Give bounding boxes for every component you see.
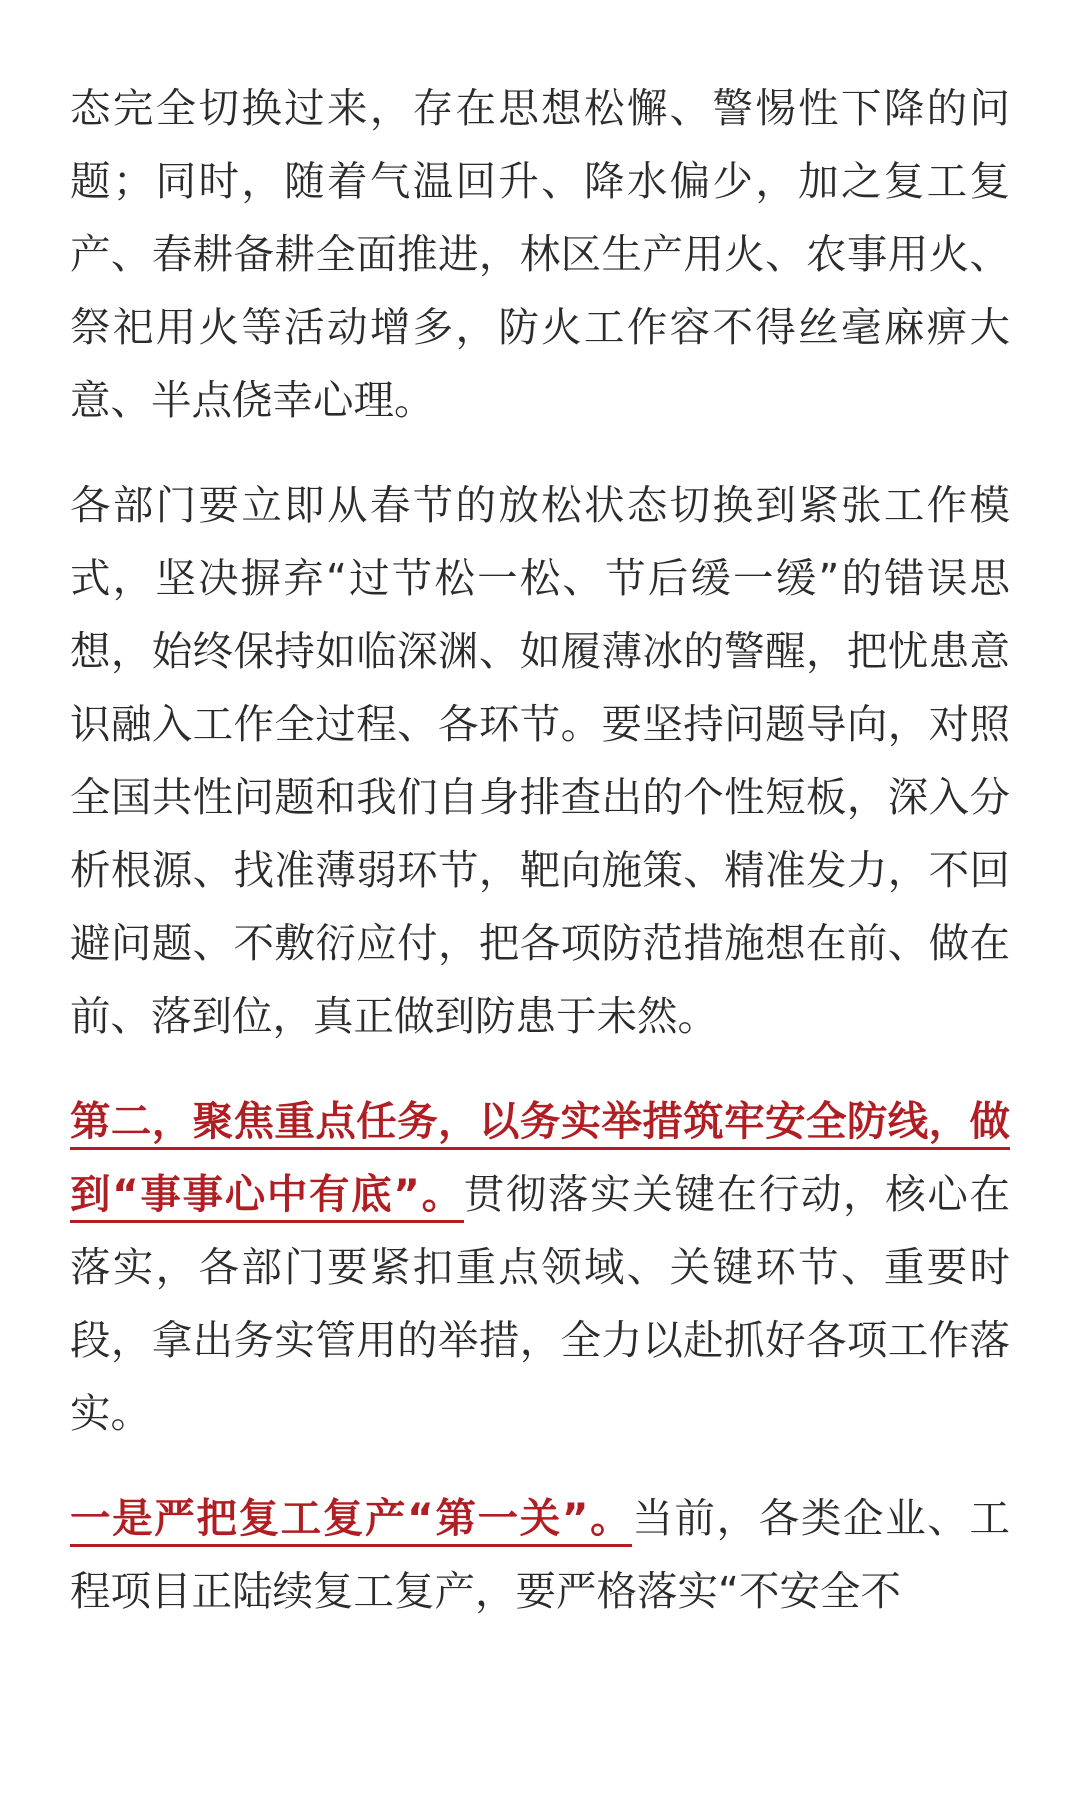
article-body [70, 72, 1010, 1660]
paragraph-4-body: 当前，各类企业、工程项目正陆续复工复产，要严格落实“不安全不 [70, 1494, 1010, 1615]
paragraph-3 [70, 1085, 1010, 1450]
paragraph-1: 态完全切换过来，存在思想松懈、警惕性下降的问题；同时，随着气温回升、降水偏少，加之复工复产、春耕备耕全面推进，林区生产用火、农事用火、祭祀用火等活动增多，防火工作容不得丝毫麻痹大意、半点侥幸心理。 [70, 84, 1010, 424]
paragraph-4 [70, 1482, 1010, 1628]
section-heading-first-item: 一是严把复工复产“第一关”。 [70, 1494, 632, 1547]
paragraph-2: 各部门要立即从春节的放松状态切换到紧张工作模式，坚决摒弃“过节松一松、节后缓一缓”的错误思想，始终保持如临深渊、如履薄冰的警醒，把忧患意识融入工作全过程、各环节。要坚持问题导向，对照全国共性问题和我们自身排查出的个性短板，深入分析根源、找准薄弱环节，靶向施策、精准发力，不回避问题、不敷衍应付，把各项防范措施想在前、做在前、落到位，真正做到防患于未然。 [70, 481, 1010, 1040]
paragraph-3-body: 贯彻落实关键在行动，核心在落实，各部门要紧扣重点领域、关键环节、重要时段，拿出务实管用的举措，全力以赴抓好各项工作落实。 [70, 1170, 1010, 1437]
section-heading-second: 第二，聚焦重点任务，以务实举措筑牢安全防线，做到“事事心中有底”。 [70, 1097, 1010, 1223]
